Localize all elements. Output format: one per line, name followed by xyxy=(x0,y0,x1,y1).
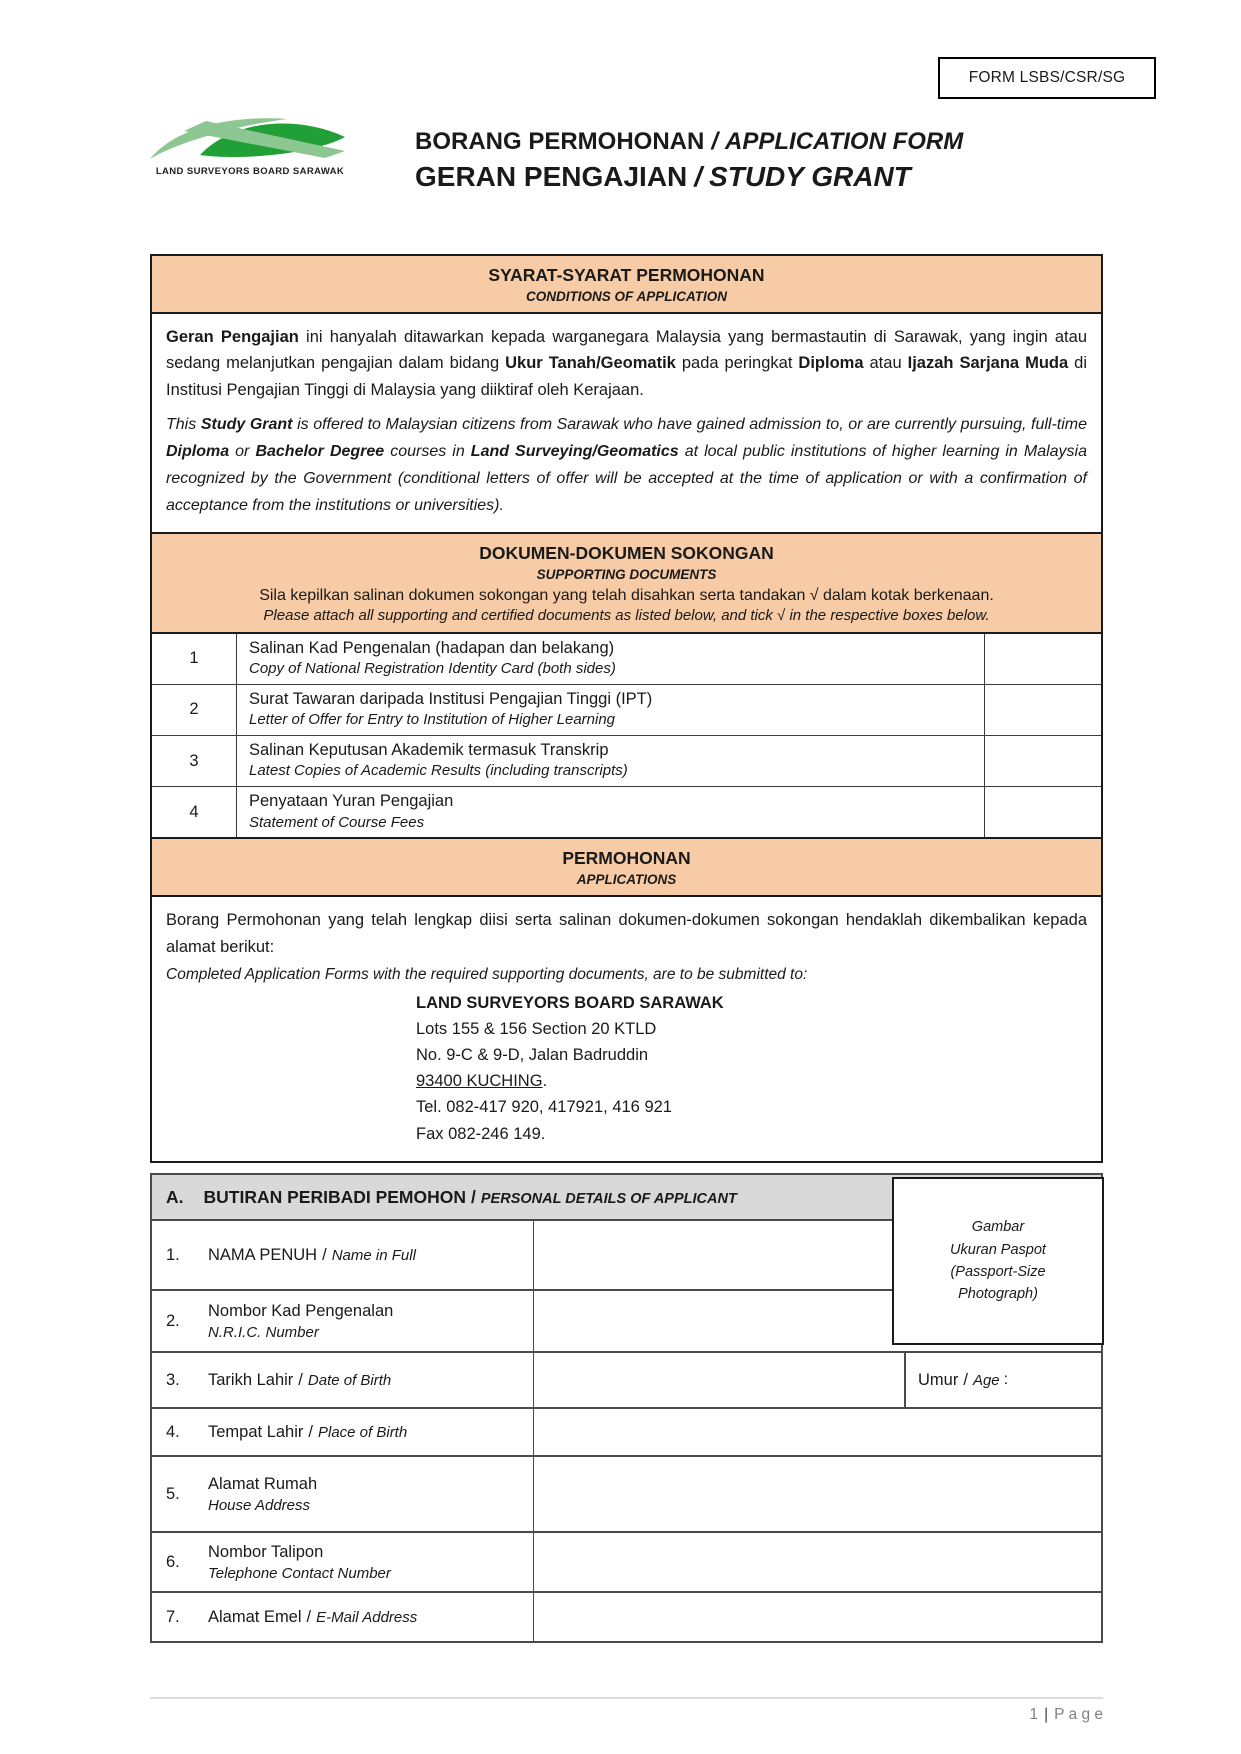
doc-checkbox-cell-4[interactable] xyxy=(985,787,1101,837)
docs-note-malay: Sila kepilkan salinan dokumen sokongan yang telah disahkan serta tandakan √ dalam kotak berkenaan. xyxy=(259,586,994,604)
title-separator: / xyxy=(711,128,719,155)
field-label-text: NAMA PENUH / Name in Full xyxy=(208,1245,416,1264)
input-place-of-birth[interactable] xyxy=(534,1409,1101,1455)
doc-description-malay: Surat Tawaran daripada Institusi Pengajian Tinggi (IPT) xyxy=(249,689,653,708)
docs-header-malay: DOKUMEN-DOKUMEN SOKONGAN xyxy=(479,542,774,563)
table-row xyxy=(152,1531,1101,1591)
age-label-malay: Umur xyxy=(918,1370,959,1389)
field-number: 5. xyxy=(166,1484,180,1503)
passport-photo-box[interactable] xyxy=(892,1177,1104,1345)
age-label-english: Age xyxy=(972,1371,1000,1389)
table-row xyxy=(152,634,1101,684)
address-line-1: Lots 155 & 156 Section 20 KTLD xyxy=(416,1020,657,1039)
doc-description-malay: Salinan Kad Pengenalan (hadapan dan belakang) xyxy=(249,638,615,657)
section-a-letter: A. xyxy=(166,1187,184,1207)
table-row xyxy=(152,684,1101,735)
photo-box-line: (Passport-Size xyxy=(950,1264,1046,1280)
table-row xyxy=(152,786,1101,837)
table-row xyxy=(152,735,1101,786)
doc-checkbox-cell-2[interactable] xyxy=(985,685,1101,735)
address-fax: Fax 082-246 149. xyxy=(416,1124,546,1143)
form-title xyxy=(415,128,963,193)
doc-description-malay: Salinan Keputusan Akademik termasuk Transkrip xyxy=(249,741,609,760)
doc-checkbox-cell-1[interactable] xyxy=(985,634,1101,684)
field-label-text: Nombor Kad Pengenalan N.R.I.C. Number xyxy=(208,1301,394,1341)
doc-description-english: Letter of Offer for Entry to Institution of Higher Learning xyxy=(249,711,616,729)
lsbs-logo-icon xyxy=(148,110,348,164)
doc-description-english: Statement of Course Fees xyxy=(249,813,425,831)
doc-row-description xyxy=(237,787,985,837)
page-number-separator: | xyxy=(1044,1706,1049,1723)
section-a-title-english: PERSONAL DETAILS OF APPLICANT xyxy=(480,1191,737,1207)
address-city-period: . xyxy=(542,1072,548,1091)
field-label-nric xyxy=(152,1291,534,1351)
input-telephone-number[interactable] xyxy=(534,1533,1101,1591)
doc-checkbox-cell-3[interactable] xyxy=(985,736,1101,786)
title-line2-malay: GERAN PENGAJIAN xyxy=(415,161,688,192)
form-code-text: FORM LSBS/CSR/SG xyxy=(968,69,1126,86)
address-line-2: No. 9-C & 9-D, Jalan Badruddin xyxy=(416,1046,649,1065)
doc-row-description xyxy=(237,634,985,684)
conditions-paragraph-malay: Geran Pengajian ini hanyalah ditawarkan kepada warganegara Malaysia yang bermastautin di Sarawak, yang ingin atau sedang melanjutkan pengajian dalam bidang Ukur Tanah/Geomatik pada peringkat Diploma atau Ijazah Sarjana Muda di Institusi Pengajian Tinggi di Malaysia yang diiktiraf oleh Kerajaan. xyxy=(166,328,1087,399)
doc-row-description xyxy=(237,736,985,786)
doc-row-number: 1 xyxy=(152,634,237,684)
field-number: 7. xyxy=(166,1607,180,1626)
photo-box-line: Ukuran Paspot xyxy=(950,1241,1046,1258)
field-label-date-of-birth xyxy=(152,1353,534,1407)
table-row xyxy=(152,1591,1101,1641)
field-label-place-of-birth xyxy=(152,1409,534,1455)
address-city: 93400 KUCHING xyxy=(416,1072,543,1091)
submission-address xyxy=(416,990,1087,1146)
field-label-name xyxy=(152,1221,534,1289)
applications-body xyxy=(152,897,1101,1160)
applications-paragraph-english: Completed Application Forms with the required supporting documents, are to be submitted to: xyxy=(166,966,808,984)
section-a-title-malay: BUTIRAN PERIBADI PEMOHON xyxy=(203,1187,467,1207)
docs-note-english: Please attach all supporting and certified documents as listed below, and tick √ in the respective boxes below. xyxy=(263,606,990,624)
title-line1-english: APPLICATION FORM xyxy=(725,128,964,155)
conditions-header-english: CONDITIONS OF APPLICATION xyxy=(526,289,727,304)
field-label-text: Alamat Emel / E-Mail Address xyxy=(208,1607,418,1626)
section-a-personal-details xyxy=(150,1173,1103,1643)
doc-row-number: 4 xyxy=(152,787,237,837)
page-number-label: P a g e xyxy=(1054,1706,1103,1723)
photo-box-line: Gambar xyxy=(971,1219,1025,1236)
supporting-documents-header xyxy=(152,532,1101,634)
conditions-header-malay: SYARAT-SYARAT PERMOHONAN xyxy=(488,265,765,285)
doc-row-number: 2 xyxy=(152,685,237,735)
title-line-1 xyxy=(415,128,963,156)
address-telephone: Tel. 082-417 920, 417921, 416 921 xyxy=(416,1098,672,1117)
field-label-email xyxy=(152,1593,534,1641)
field-label-text: Tarikh Lahir / Date of Birth xyxy=(208,1370,392,1389)
address-city-line xyxy=(416,1068,1087,1094)
field-label-text: Nombor Talipon Telephone Contact Number xyxy=(208,1542,391,1582)
conditions-header xyxy=(152,256,1101,314)
field-number: 3. xyxy=(166,1370,180,1389)
table-row xyxy=(152,1455,1101,1531)
field-number: 6. xyxy=(166,1552,180,1571)
input-date-of-birth[interactable] xyxy=(534,1353,906,1407)
doc-description-malay: Penyataan Yuran Pengajian xyxy=(249,792,454,811)
page-number-value: 1 xyxy=(1029,1706,1039,1723)
table-row xyxy=(152,1407,1101,1455)
table-row xyxy=(152,1351,1101,1407)
title-line2-english: STUDY GRANT xyxy=(709,161,911,192)
field-label-text: Tempat Lahir / Place of Birth xyxy=(208,1422,408,1441)
applications-header-malay: PERMOHONAN xyxy=(562,848,691,869)
title-line1-malay: BORANG PERMOHONAN xyxy=(415,128,705,155)
field-number: 4. xyxy=(166,1422,180,1441)
documents-checklist-table xyxy=(152,634,1101,838)
applications-header xyxy=(152,837,1101,897)
age-label-separator: / xyxy=(963,1370,968,1389)
conditions-paragraph-english: This Study Grant is offered to Malaysian citizens from Sarawak who have gained admission to, or are currently pursuing, full-time Diploma or Bachelor Degree courses in Land Surveying/Geomatics at local public institutions of higher learning in Malaysia recognized by the Government (conditional letters of offer will be accepted at the time of application or with a confirmation of acceptance from the institutions or universities). xyxy=(166,416,1088,514)
field-label-text: Alamat Rumah House Address xyxy=(208,1474,318,1514)
field-number: 2. xyxy=(166,1311,180,1330)
conditions-body xyxy=(152,314,1101,532)
applications-paragraph-malay: Borang Permohonan yang telah lengkap diisi serta salinan dokumen-dokumen sokongan hendaklah dikembalikan kepada alamat berikut: xyxy=(166,911,1087,956)
age-cell[interactable] xyxy=(906,1353,1101,1407)
address-organization: LAND SURVEYORS BOARD SARAWAK xyxy=(416,994,724,1013)
page-number xyxy=(150,1706,1103,1724)
title-line-2 xyxy=(415,161,963,193)
logo xyxy=(148,110,352,177)
doc-row-number: 3 xyxy=(152,736,237,786)
docs-header-english: SUPPORTING DOCUMENTS xyxy=(536,566,717,582)
field-label-house-address xyxy=(152,1457,534,1531)
title-separator: / xyxy=(694,161,703,192)
footer-divider xyxy=(150,1697,1103,1699)
input-house-address[interactable] xyxy=(534,1457,1101,1531)
form-code-box xyxy=(938,57,1156,99)
main-form-box xyxy=(150,254,1103,1163)
age-label-colon: : xyxy=(1003,1371,1009,1388)
doc-description-english: Latest Copies of Academic Results (including transcripts) xyxy=(249,762,628,780)
logo-caption: LAND SURVEYORS BOARD SARAWAK xyxy=(155,166,345,177)
doc-description-english: Copy of National Registration Identity Card (both sides) xyxy=(249,660,616,678)
input-email-address[interactable] xyxy=(534,1593,1101,1641)
doc-row-description xyxy=(237,685,985,735)
field-number: 1. xyxy=(166,1245,180,1264)
field-label-telephone xyxy=(152,1533,534,1591)
photo-box-line: Photograph) xyxy=(958,1286,1038,1303)
applications-header-english: APPLICATIONS xyxy=(576,872,677,888)
section-a-separator: / xyxy=(471,1187,476,1207)
